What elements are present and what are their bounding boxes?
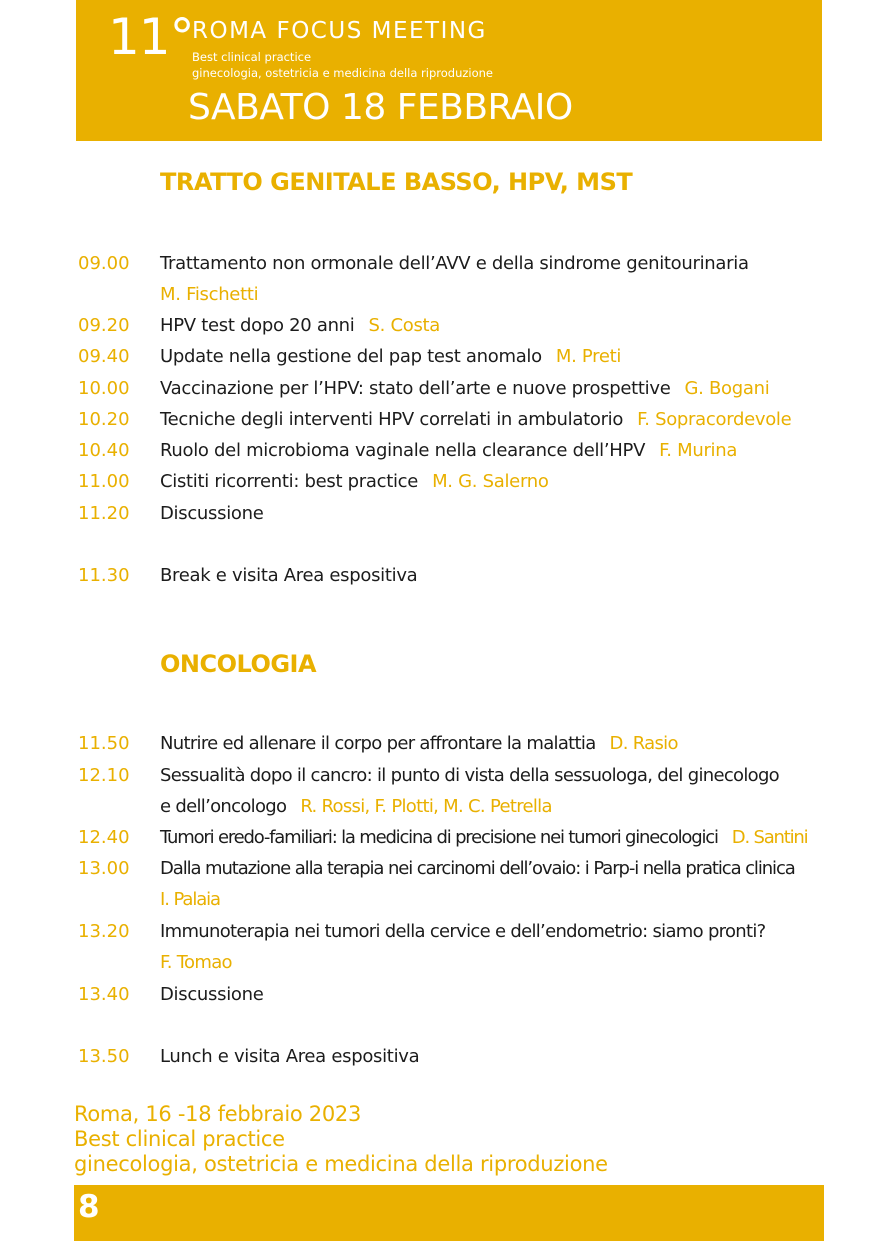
footer-subtitle-1: Best clinical practice	[74, 1127, 285, 1151]
item-speaker: D. Santini	[731, 827, 808, 848]
item-time: 11.00	[78, 471, 130, 492]
item-title: Discussione	[160, 984, 264, 1005]
subtitle-line-2: ginecologia, ostetricia e medicina della riproduzione	[192, 65, 493, 80]
item-content	[160, 404, 820, 435]
page-number: 8	[78, 1189, 100, 1225]
item-title: Update nella gestione del pap test anomalo	[160, 346, 542, 367]
item-content	[160, 822, 820, 853]
item-content	[160, 979, 820, 1010]
item-time: 10.00	[78, 378, 130, 399]
item-time: 09.00	[78, 253, 130, 274]
item-time: 13.20	[78, 921, 130, 942]
footer-subtitle-2: ginecologia, ostetricia e medicina della riproduzione	[74, 1152, 608, 1176]
item-title: Vaccinazione per l’HPV: stato dell’arte e nuove prospettive	[160, 378, 671, 399]
item-content	[160, 373, 820, 404]
day-title: SABATO 18 FEBBRAIO	[188, 87, 573, 128]
item-title: Cistiti ricorrenti: best practice	[160, 471, 419, 492]
header-band	[76, 0, 822, 141]
item-title: Ruolo del microbioma vaginale nella clearance dell’HPV	[160, 440, 646, 461]
section-title-tratto-genitale: TRATTO GENITALE BASSO, HPV, MST	[160, 168, 633, 196]
item-title: HPV test dopo 20 anni	[160, 315, 355, 336]
item-title: Lunch e visita Area espositiva	[160, 1046, 420, 1067]
item-speaker: F. Murina	[659, 440, 738, 461]
item-time: 12.40	[78, 827, 130, 848]
item-title: Break e visita Area espositiva	[160, 565, 418, 586]
item-content	[160, 341, 820, 372]
meeting-title: ROMA FOCUS MEETING	[192, 18, 487, 44]
item-speaker: G. Bogani	[684, 378, 770, 399]
item-content	[160, 853, 820, 915]
item-speaker: M. G. Salerno	[432, 471, 549, 492]
item-time: 12.10	[78, 765, 130, 786]
item-time: 11.20	[78, 503, 130, 524]
edition-number: 11°	[108, 8, 194, 66]
item-content	[160, 498, 820, 529]
item-content	[160, 760, 820, 822]
item-time: 10.20	[78, 409, 130, 430]
item-speaker: R. Rossi, F. Plotti, M. C. Petrella	[300, 796, 552, 817]
item-title-continued: e dell’oncologo	[160, 796, 287, 817]
item-speaker: M. Preti	[555, 346, 622, 367]
item-speaker: D. Rasio	[609, 733, 678, 754]
item-content	[160, 916, 820, 978]
item-time: 13.40	[78, 984, 130, 1005]
item-content	[160, 560, 820, 591]
item-title: Tecniche degli interventi HPV correlati in ambulatorio	[160, 409, 624, 430]
item-time: 09.20	[78, 315, 130, 336]
item-content	[160, 310, 820, 341]
item-title: Trattamento non ormonale dell’AVV e della sindrome genitourinaria	[160, 253, 749, 274]
item-speaker: I. Palaia	[160, 889, 220, 910]
item-time: 13.50	[78, 1046, 130, 1067]
item-title: Immunoterapia nei tumori della cervice e dell’endometrio: siamo pronti?	[160, 921, 766, 942]
footer-location-date: Roma, 16 -18 febbraio 2023	[74, 1102, 362, 1126]
item-speaker: F. Tomao	[160, 952, 232, 973]
item-time: 09.40	[78, 346, 130, 367]
item-speaker: M. Fischetti	[160, 284, 259, 305]
item-title: Discussione	[160, 503, 264, 524]
item-content	[160, 248, 820, 310]
item-title: Nutrire ed allenare il corpo per affrontare la malattia	[160, 733, 596, 754]
item-speaker: F. Sopracordevole	[637, 409, 792, 430]
item-time: 10.40	[78, 440, 130, 461]
item-title: Dalla mutazione alla terapia nei carcinomi dell’ovaio: i Parp-i nella pratica clinica	[160, 858, 795, 879]
item-time: 13.00	[78, 858, 130, 879]
item-speaker: S. Costa	[368, 315, 441, 336]
item-time: 11.30	[78, 565, 130, 586]
item-time: 11.50	[78, 733, 130, 754]
section-title-oncologia: ONCOLOGIA	[160, 650, 317, 678]
item-content	[160, 466, 820, 497]
item-title: Tumori eredo-familiari: la medicina di precisione nei tumori ginecologici	[160, 827, 718, 848]
item-content	[160, 1041, 820, 1072]
meeting-subtitle	[192, 50, 493, 81]
item-title: Sessualità dopo il cancro: il punto di vista della sessuologa, del ginecologo	[160, 765, 779, 786]
item-content	[160, 435, 820, 466]
subtitle-line-1: Best clinical practice	[192, 50, 312, 64]
item-content	[160, 728, 820, 759]
footer-event-info	[74, 1102, 608, 1177]
footer-band	[74, 1185, 824, 1241]
